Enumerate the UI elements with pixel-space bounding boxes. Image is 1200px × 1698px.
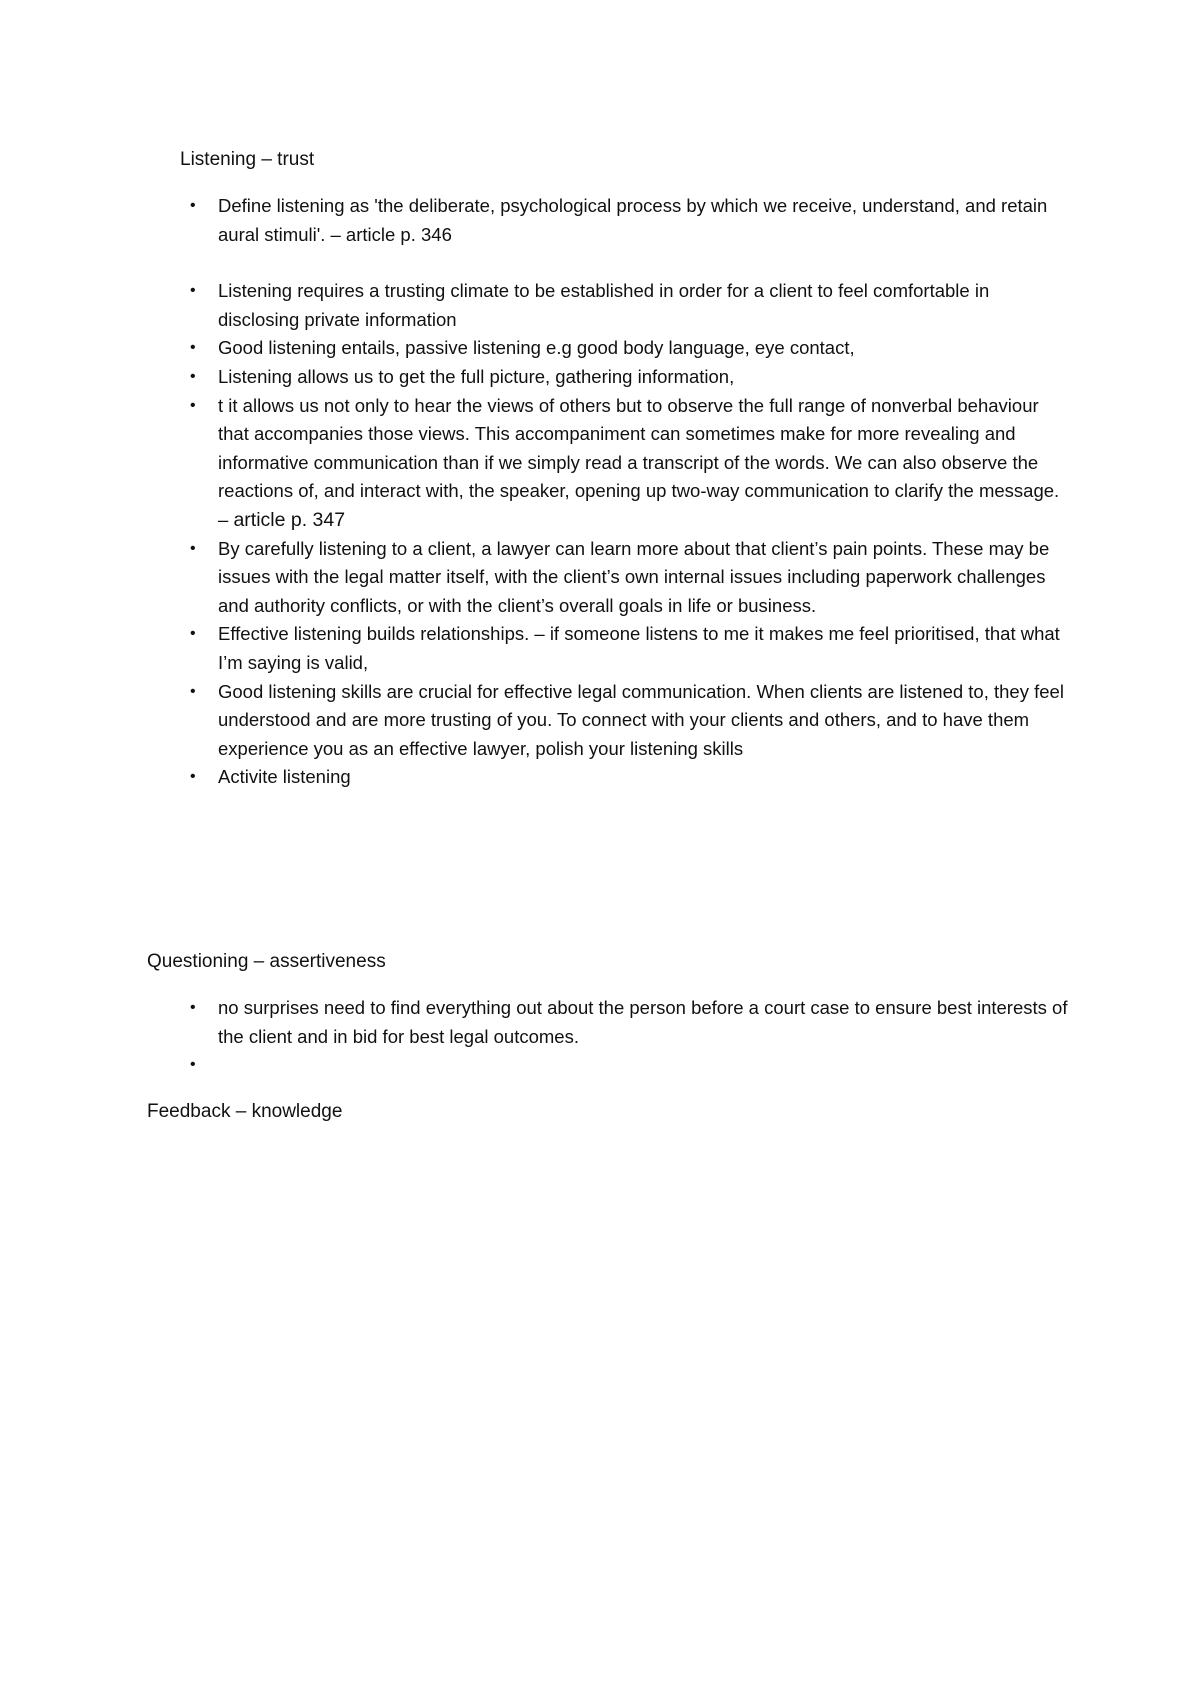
bullet-icon: • [190, 396, 196, 414]
bullet-icon: • [190, 539, 196, 557]
list-item [190, 392, 1070, 535]
list-item-text: Listening requires a trusting climate to be established in order for a client to feel comfortable in disclosing private information [218, 280, 990, 330]
list-item-text: By carefully listening to a client, a lawyer can learn more about that client’s pain points. These may be issues with the legal matter itself, with the client’s own internal issues including paperwork challenges and authority conflicts, or with the client’s overall goals in life or business. [218, 537, 1050, 616]
list-item [190, 1051, 1070, 1080]
bullet-icon: • [190, 282, 196, 300]
list-item-text: Activite listening [218, 766, 351, 788]
bullet-icon: • [190, 339, 196, 357]
bullet-icon: • [190, 682, 196, 700]
list-item [190, 363, 1070, 392]
list-item [190, 192, 1070, 249]
questioning-list [190, 994, 1070, 1080]
list-item-text: Good listening skills are crucial for effective legal communication. When clients are listened to, they feel understood and are more trusting of you. To connect with your clients and others, and to have them experience you as an effective lawyer, polish your listening skills [218, 680, 1064, 759]
bullet-icon: • [190, 999, 196, 1016]
bullet-icon: • [190, 768, 196, 786]
list-item [190, 763, 1070, 792]
list-item-text: Define listening as 'the deliberate, psychological process by which we receive, understand, and retain aural stimuli'. – article p. 346 [218, 195, 1048, 245]
listening-list [190, 192, 1070, 792]
bullet-icon: • [190, 1056, 196, 1074]
list-item [190, 535, 1070, 621]
section-heading-questioning: Questioning – assertiveness [147, 951, 386, 972]
list-item-text: Good listening entails, passive listening e.g good body language, eye contact, [218, 337, 855, 359]
bullet-icon: • [190, 625, 196, 643]
section-heading-feedback: Feedback – knowledge [147, 1101, 343, 1122]
bullet-icon: • [190, 197, 196, 214]
list-item [190, 994, 1070, 1051]
list-item-text: Effective listening builds relationships. – if someone listens to me it makes me feel prioritised, that what I’m saying is valid, [218, 623, 1060, 673]
list-item [190, 678, 1070, 764]
article-reference: article p. 347 [233, 508, 346, 531]
section-heading-listening: Listening – trust [180, 149, 315, 170]
list-item [190, 334, 1070, 363]
bullet-icon: • [190, 367, 196, 385]
list-item-text: Listening allows us to get the full picture, gathering information, [218, 365, 735, 387]
list-item-text: no surprises need to find everything out about the person before a court case to ensure best interests of the client and in bid for best legal outcomes. [218, 997, 1068, 1047]
list-item [190, 277, 1070, 334]
list-item-text [218, 1054, 223, 1075]
list-item-text: t it allows us not only to hear the views of others but to observe the full range of nonverbal behaviour that accompanies those views. This accompaniment can sometimes make for more revealing and informative communication than if we simply read a transcript of the words. We can also observe the reactions of, and interact with, the speaker, opening up two-way communication to clarify the message. – [218, 394, 1060, 530]
list-item [190, 620, 1070, 677]
